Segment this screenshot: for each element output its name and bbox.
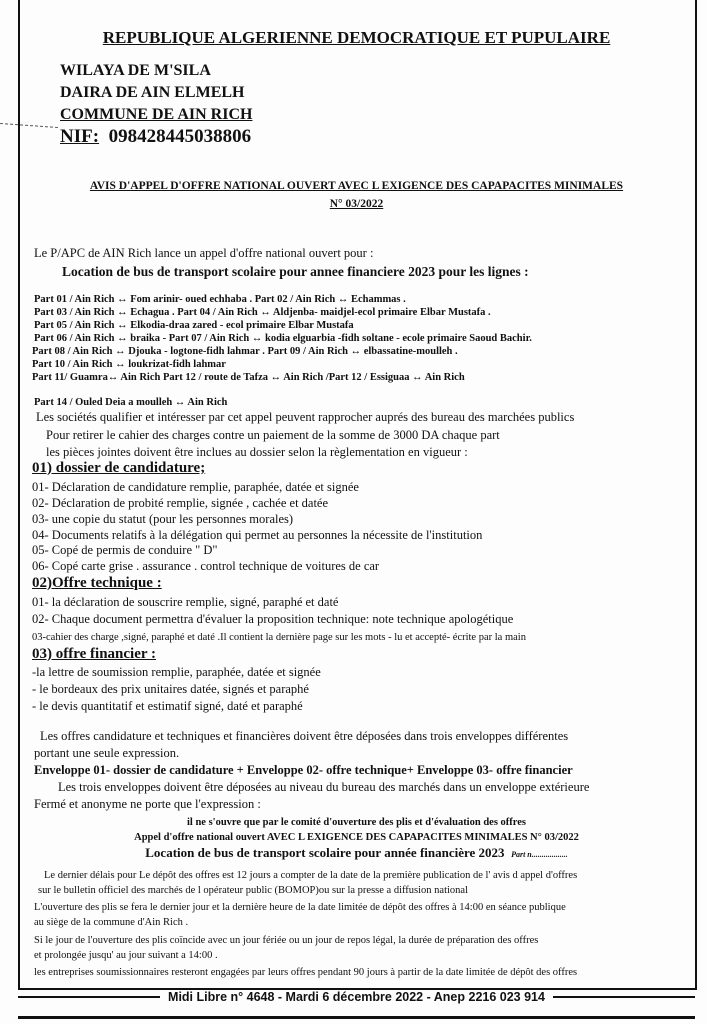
part-line: Part 06 / Ain Rich ↔ braika - Part 07 / Ain Rich ↔ kodia elguarbia -fidh soltane - ecole primaire Saoud Bachir. [34,333,532,344]
section-item: 05- Copé de permis de conduire " D" [32,543,218,557]
envelope-expression: il ne s'ouvre que par le comité d'ouverture des plis et d'évaluation des offres [186,817,526,828]
part-line: Part 03 / Ain Rich ↔ Echagua . Part 04 / Ain Rich ↔ Aldjenba- maidjel-ecol primaire Elbar Mustafa . [34,307,491,318]
deadline-line: les entreprises soumissionnaires resteront engagées par leurs offres pendant 90 jours à partir de la date limitée de dépôt des offres [34,967,578,978]
section-item: 04- Documents relatifs à la délégation qui permet au personnes la nécessite de l'institution [32,528,483,542]
section-item: 03- une copie du statut (pour les personnes morales) [32,512,294,526]
deadline-line: L'ouverture des plis se fera le dernier jour et la dernière heure de la date limitée de dépôt des offres à 14:00 en séance publique [34,902,566,913]
section-title: 02)Offre technique : [32,575,162,591]
notice-title: AVIS D'APPEL D'OFFRE NATIONAL OUVERT AVEC L EXIGENCE DES CAPAPACITES MINIMALES [89,180,624,192]
condition-line: Les sociétés qualifier et intéresser par cet appel peuvent rapprocher auprés des bureau des marchées publics [36,410,575,424]
part-line: Part 08 / Ain Rich ↔ Djouka - logtone-fidh lahmar . Part 09 / Ain Rich ↔ elbassatine-moulleh . [32,346,458,357]
nif-value: 098428445038806 [108,126,252,147]
envelope-expression [18,845,695,862]
envelope-expression: Appel d'offre national ouvert AVEC L EXIGENCE DES CAPAPACITES MINIMALES N° 03/2022 [134,832,579,843]
deadline-line: Si le jour de l'ouverture des plis coïncide avec un jour fériée ou un jour de repos légal, la durée de préparation des offres [34,935,539,946]
section-item: 01- la déclaration de souscrire remplie, signé, paraphé et daté [32,595,339,609]
daira: DAIRA DE AIN ELMELH [60,84,245,101]
deadline-line: sur le bulletin officiel des marchés de l opérateur public (BOMOP)ou sur la presse a diffusion national [38,885,469,896]
part-line: Part 05 / Ain Rich ↔ Elkodia-draa zared - ecol primaire Elbar Mustafa [34,320,354,331]
part-line: Part 14 / Ouled Deia a moulleh ↔ Ain Rich [34,397,228,408]
part-line: Part 11/ Guamra↔ Ain Rich Part 12 / route de Tafza ↔ Ain Rich /Part 12 / Essiguaa ↔ Ain Rich [32,372,465,383]
condition-line: les pièces jointes doivent être inclues au dossier selon la règlementation en vigueur : [46,445,468,459]
section-item: - le bordeaux des prix unitaires datée, signés et paraphé [32,682,309,696]
part-line: Part 10 / Ain Rich ↔ loukrizat-fidh lahmar [32,359,226,370]
section-item: -la lettre de soumission remplie, paraphée, datée et signée [32,665,321,679]
republic-heading: REPUBLIQUE ALGERIENNE DEMOCRATIQUE ET PUPULAIRE [102,28,611,47]
expression-part: Part n.................. [511,850,568,859]
submission-line: Les offres candidature et techniques et financières doivent être déposées dans trois enveloppes différentes [40,729,569,743]
deadline-line: Le dernier délais pour Le dépôt des offres est 12 jours a compter de la date de la première publication de l' avis d appel d'offres [44,870,578,881]
section-item: 06- Copé carte grise . assurance . control technique de voitures de car [32,559,380,573]
nif [60,127,251,147]
notice-number: N° 03/2022 [329,198,384,210]
bottom-rule [18,1016,695,1019]
notice-intro: Le P/APC de AIN Rich lance un appel d'offre national ouvert pour : [34,246,374,260]
wilaya: WILAYA DE M'SILA [60,62,211,79]
deadline-line: au siège de la commune d'Ain Rich . [34,917,189,928]
notice-subject: Location de bus de transport scolaire pour annee financiere 2023 pour les lignes : [62,264,529,279]
part-line: Part 01 / Ain Rich ↔ Fom arinir- oued echhaba . Part 02 / Ain Rich ↔ Echammas . [34,294,406,305]
footer-text: Midi Libre n° 4648 - Mardi 6 décembre 2022 - Anep 2216 023 914 [168,990,545,1004]
condition-line: Pour retirer le cahier des charges contre un paiement de la somme de 3000 DA chaque part [46,428,500,442]
section-item: - le devis quantitatif et estimatif signé, daté et paraphé [32,699,303,713]
submission-line: Les trois enveloppes doivent être déposées au niveau du bureau des marchés dans un enveloppe extérieure [58,780,590,794]
section-title: 01) dossier de candidature; [32,460,206,476]
publication-footer [18,990,695,1004]
deadline-line: et prolongée jusqu' au jour suivant a 14:00 . [34,950,218,961]
section-item: 03-cahier des charge ,signé, paraphé et daté .Il contient la dernière page sur les mots - lu et accepté- écrite par la main [32,632,526,643]
submission-line: portant une seule expression. [34,746,180,760]
footer-rule [553,996,695,998]
section-item: 01- Déclaration de candidature remplie, paraphée, datée et signée [32,480,359,494]
submission-line: Fermé et anonyme ne porte que l'expression : [34,797,261,811]
envelopes-line: Enveloppe 01- dossier de candidature + Enveloppe 02- offre technique+ Enveloppe 03- offre financier [34,763,573,777]
section-title: 03) offre financier : [32,646,156,662]
nif-label: NIF: [60,126,100,147]
expression-subject: Location de bus de transport scolaire pour année financière 2023 [145,845,505,860]
section-item: 02- Chaque document permettra d'évaluer la proposition technique: note technique apologétique [32,612,514,626]
section-item: 02- Déclaration de probité remplie, signée , cachée et datée [32,496,329,510]
commune: COMMUNE DE AIN RICH [60,106,253,123]
footer-rule [18,996,160,998]
